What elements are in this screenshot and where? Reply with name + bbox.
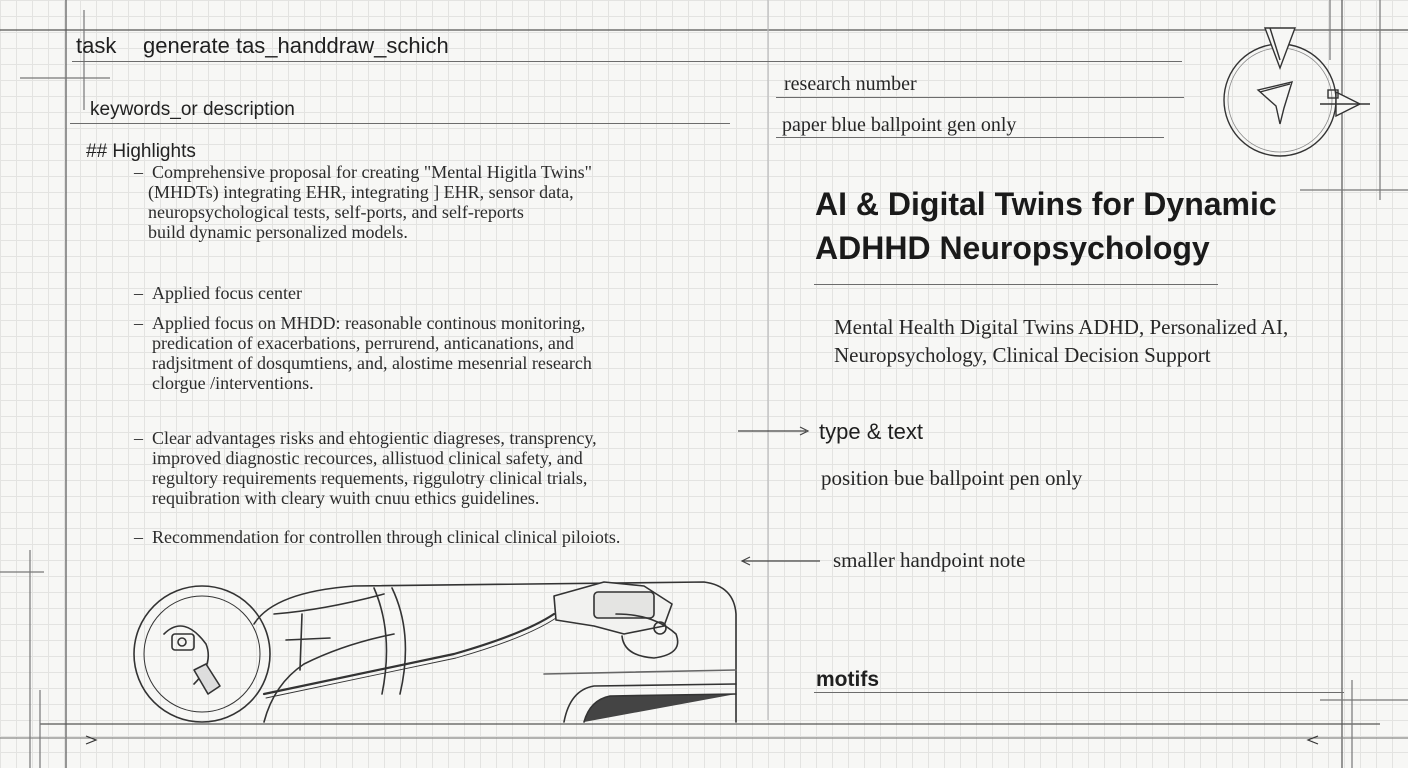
- research-number-label: research number: [784, 73, 917, 95]
- arrow-left-icon: [740, 556, 824, 566]
- position-note: position bue ballpoint pen only: [821, 466, 1083, 490]
- compass-icon: [1210, 20, 1380, 190]
- highlight-item-1: – Comprehensive proposal for creating "Mental Higitla Twins" (MHDTs) integrating EHR, integrating ] EHR, sensor data, neuropsychological tests, self-ports, and self-reports build dynamic personalized models.: [134, 162, 593, 242]
- highlight-item-4: – Clear advantages risks and ehtogientic diagreses, transprency, improved diagnostic recources, allistuod clinical safety, and regultory requirements requements, riggulotry clinical trials, requibration with cleary wuith cnuu ethics guidelines.: [134, 428, 597, 508]
- highlight-item-2: – Applied focus center: [134, 283, 302, 303]
- highlight-line: Recommendation for controllen through clinical clinical piloiots.: [152, 527, 621, 547]
- highlight-line: (MHDTs) integrating EHR, integrating ] EHR, sensor data,: [148, 182, 574, 202]
- highlight-line: Applied focus center: [152, 283, 302, 303]
- highlight-line: Comprehensive proposal for creating "Mental Higitla Twins": [152, 162, 593, 182]
- motifs-underline: [814, 692, 1344, 693]
- highlight-line: Applied focus on MHDD: reasonable continous monitoring,: [152, 313, 586, 333]
- keywords-underline: [70, 123, 730, 124]
- highlight-line: neuropsychological tests, self-ports, and self-reports: [148, 202, 524, 222]
- task-label: task: [76, 33, 117, 58]
- page-title-line1: AI & Digital Twins for Dynamic: [815, 186, 1277, 222]
- highlight-line: improved diagnostic recources, allistuod clinical safety, and: [152, 448, 583, 468]
- arrow-right-icon: [738, 426, 810, 436]
- keywords-line1: Mental Health Digital Twins ADHD, Personalized AI,: [834, 315, 1289, 339]
- keywords-label: keywords_or description: [90, 99, 295, 120]
- highlight-line: predication of exacerbations, perrurend, anticanations, and: [152, 333, 574, 353]
- highlight-line: clorgue /interventions.: [152, 373, 314, 393]
- task-value: generate tas_handdraw_schich: [143, 33, 449, 58]
- wearable-sensor-device-sketch: [124, 574, 744, 724]
- highlight-item-5: – Recommendation for controllen through clinical clinical piloiots.: [134, 527, 621, 547]
- motifs-label: motifs: [816, 668, 879, 691]
- highlight-line: regultory requirements requements, riggulotry clinical trials,: [152, 468, 588, 488]
- task-underline: [72, 61, 1182, 62]
- paper-note: paper blue ballpoint gen only: [782, 114, 1017, 136]
- keywords-line2: Neuropsychology, Clinical Decision Support: [834, 343, 1211, 367]
- highlight-line: requibration with cleary wuith cnuu ethics guidelines.: [152, 488, 540, 508]
- highlight-line: radjsitment of dosqumtiens, and, alostime mesenrial research: [152, 353, 592, 373]
- highlight-item-3: – Applied focus on MHDD: reasonable continous monitoring, predication of exacerbations, perrurend, anticanations, and radjsitment of dosqumtiens, and, alostime mesenrial research clorgue /interventions.: [134, 313, 592, 393]
- page-title-line2: ADHHD Neuropsychology: [815, 230, 1210, 266]
- highlight-line: build dynamic personalized models.: [148, 222, 408, 242]
- type-text-label: type & text: [819, 419, 923, 444]
- paper-note-underline: [776, 137, 1164, 138]
- highlights-heading: ## Highlights: [86, 141, 196, 162]
- research-number-underline: [776, 97, 1184, 98]
- highlight-line: Clear advantages risks and ehtogientic diagreses, transprency,: [152, 428, 597, 448]
- smaller-note: smaller handpoint note: [833, 548, 1026, 572]
- title-underline: [814, 284, 1218, 285]
